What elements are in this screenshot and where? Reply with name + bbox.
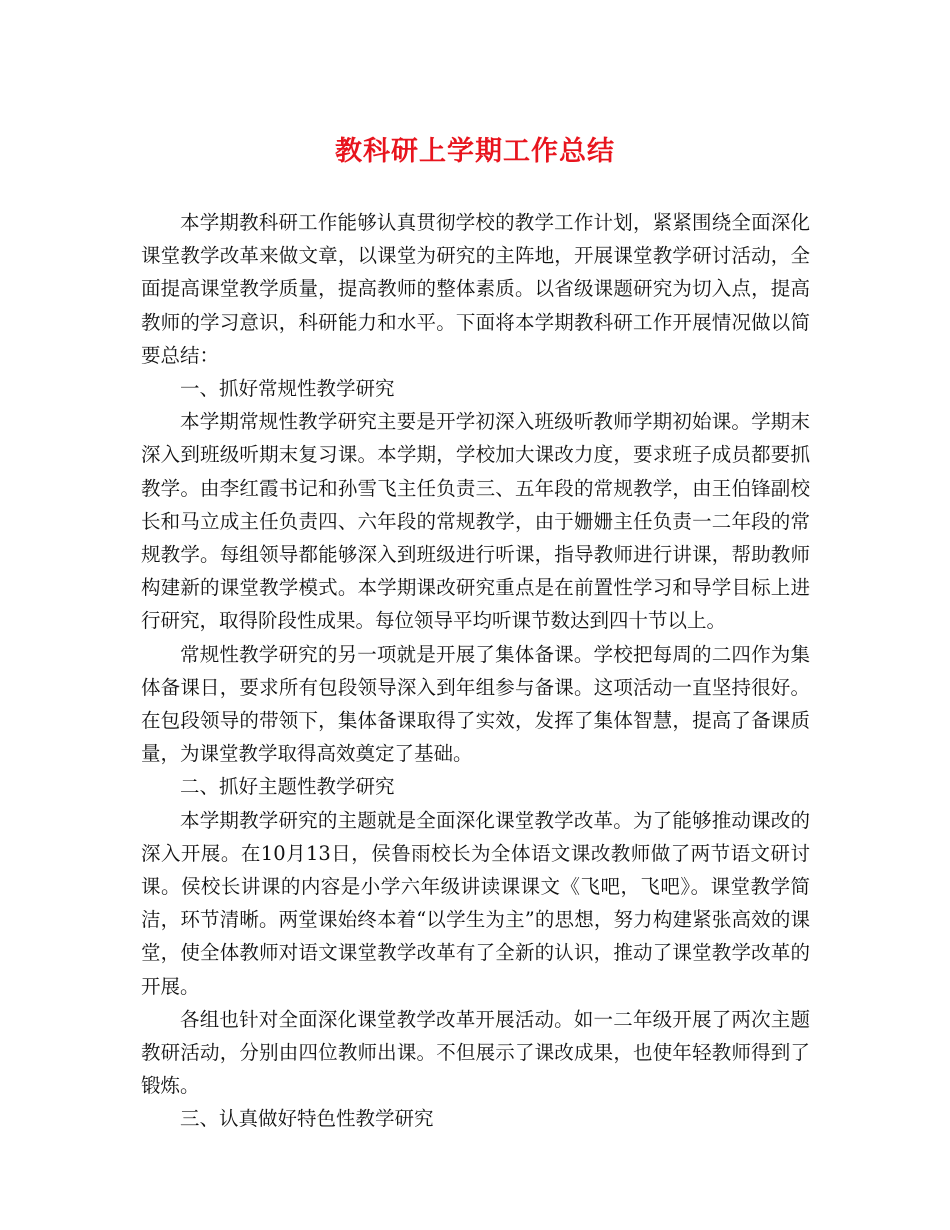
paragraph-group-activities: 各组也针对全面深化课堂教学改革开展活动。如一二年级开展了两次主题教研活动，分别由四位教师出课。不但展示了课改成果，也使年轻教师得到了锻炼。: [141, 1007, 810, 1098]
document-body: [141, 206, 810, 1136]
paragraph-thematic-research: 本学期教学研究的主题就是全面深化课堂教学改革。为了能够推动课改的深入开展。在10月13日，侯鲁雨校长为全体语文课改教师做了两节语文研讨课。侯校长讲课的内容是小学六年级讲读课课文《飞吧，飞吧》。课堂教学简洁，环节清晰。两堂课始终本着“以学生为主”的思想，努力构建紧张高效的课堂，使全体教师对语文课堂教学改革有了全新的认识，推动了课堂教学改革的开展。: [141, 808, 810, 998]
document-title: 教科研上学期工作总结: [335, 136, 615, 167]
section-heading-3: 三、认真做好特色性教学研究: [180, 1107, 434, 1131]
paragraph-routine-research: 本学期常规性教学研究主要是开学初深入班级听教师学期初始课。学期末深入到班级听期末复习课。本学期，学校加大课改力度，要求班子成员都要抓教学。由李红霞书记和孙雪飞主任负责三、五年段的常规教学，由王伯锋副校长和马立成主任负责四、六年段的常规教学，由于姗姗主任负责一二年段的常规教学。每组领导都能够深入到班级进行听课，指导教师进行讲课，帮助教师构建新的课堂教学模式。本学期课改研究重点是在前置性学习和导学目标上进行研究，取得阶段性成果。每位领导平均听课节数达到四十节以上。: [141, 410, 810, 633]
paragraph-intro: 本学期教科研工作能够认真贯彻学校的教学工作计划，紧紧围绕全面深化课堂教学改革来做文章，以课堂为研究的主阵地，开展课堂教学研讨活动，全面提高课堂教学质量，提高教师的整体素质。以省级课题研究为切入点，提高教师的学习意识，科研能力和水平。下面将本学期教科研工作开展情况做以简要总结：: [141, 211, 810, 367]
paragraph-collective-lesson-prep: 常规性教学研究的另一项就是开展了集体备课。学校把每周的二四作为集体备课日，要求所有包段领导深入到年组参与备课。这项活动一直坚持很好。在包段领导的带领下，集体备课取得了实效，发挥了集体智慧，提高了备课质量，为课堂教学取得高效奠定了基础。: [141, 642, 810, 766]
section-heading-2: 二、抓好主题性教学研究: [180, 775, 395, 799]
section-heading-1: 一、抓好常规性教学研究: [180, 377, 395, 401]
